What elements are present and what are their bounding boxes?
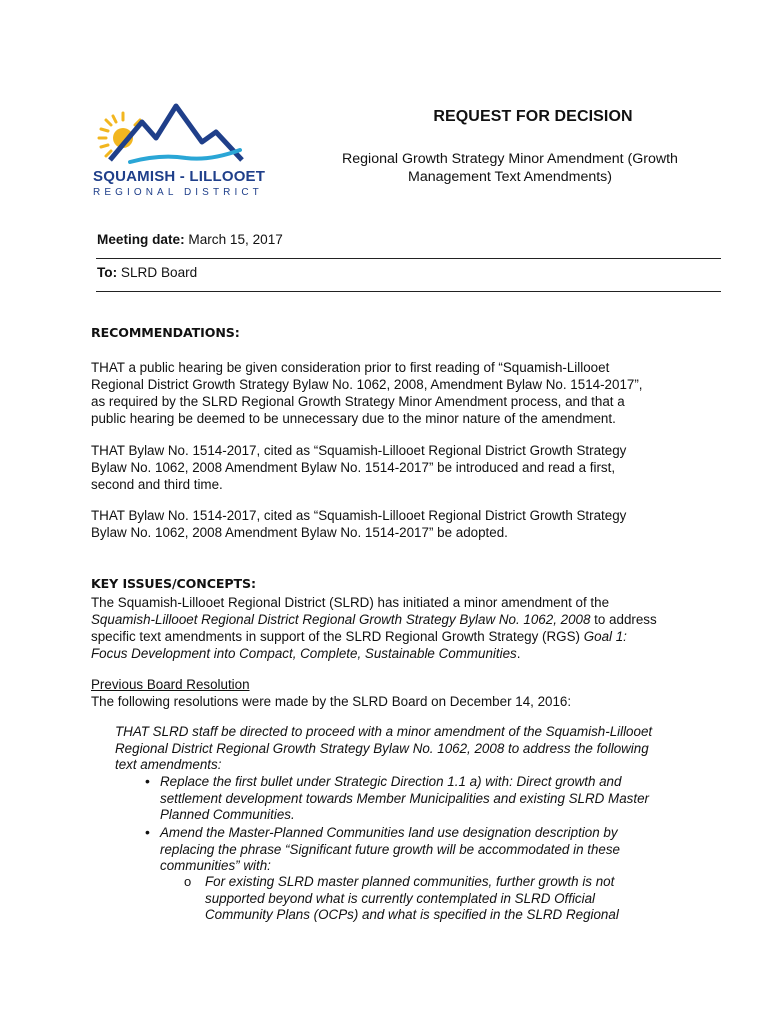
- meeting-date-label: Meeting date:: [97, 232, 185, 247]
- text-line: [91, 628, 691, 645]
- previous-resolution-intro: The following resolutions were made by the SLRD Board on December 14, 2016:: [91, 694, 572, 709]
- text-line: THAT Bylaw No. 1514-2017, cited as “Squamish-Lillooet Regional District Growth Strategy: [91, 508, 627, 523]
- recommendations-heading: RECOMMENDATIONS:: [91, 325, 240, 340]
- resolution-bullet: [160, 825, 660, 875]
- text-line: text amendments:: [115, 757, 222, 773]
- recipient-value: SLRD Board: [120, 265, 198, 280]
- mountains-icon: [110, 106, 242, 162]
- divider: [96, 291, 721, 292]
- text-span: .: [516, 646, 521, 661]
- text-line: supported beyond what is currently contemplated in SLRD Official: [205, 890, 596, 906]
- bylaw-title: Squamish-Lillooet Regional District Regional Growth Strategy Bylaw No. 1062, 2008: [91, 612, 591, 627]
- subtitle-line: Regional Growth Strategy Minor Amendment (Growth: [342, 151, 678, 167]
- resolution-bullet: [160, 774, 660, 824]
- recommendation-paragraph: [91, 442, 691, 493]
- meeting-date: [97, 232, 283, 247]
- text-line: second and third time.: [91, 477, 223, 492]
- key-issues-heading: KEY ISSUES/CONCEPTS:: [91, 576, 256, 591]
- text-line: Bylaw No. 1062, 2008 Amendment Bylaw No. 1514-2017” be introduced and read a first,: [91, 460, 616, 475]
- goal-title: Focus Development into Compact, Complete, Sustainable Communities: [91, 646, 517, 661]
- bullet-icon: •: [145, 773, 150, 789]
- text-line: THAT SLRD staff be directed to proceed with a minor amendment of the Squamish-Lillooet: [115, 724, 653, 739]
- text-line: Bylaw No. 1062, 2008 Amendment Bylaw No. 1514-2017” be adopted.: [91, 525, 508, 540]
- text-line: Regional District Growth Strategy Bylaw No. 1062, 2008, Amendment Bylaw No. 1514-2017”,: [91, 377, 643, 392]
- text-span: specific text amendments in support of the SLRD Regional Growth Strategy (RGS): [91, 629, 584, 644]
- text-line: communities” with:: [160, 858, 271, 874]
- bullet-icon: •: [145, 824, 150, 840]
- page-subtitle: [330, 150, 690, 186]
- subtitle-line: Management Text Amendments): [408, 169, 612, 185]
- text-line: THAT Bylaw No. 1514-2017, cited as “Squamish-Lillooet Regional District Growth Strategy: [91, 443, 627, 458]
- text-line: [91, 611, 691, 628]
- text-line: Amend the Master-Planned Communities land use designation description by: [160, 825, 618, 840]
- recipient-label: To:: [97, 265, 118, 280]
- goal-label: Goal 1:: [583, 629, 627, 644]
- text-line: [91, 645, 691, 662]
- text-line: Regional District Regional Growth Strategy Bylaw No. 1062, 2008 to address the following: [115, 740, 649, 756]
- text-line: public hearing be deemed to be unnecessary due to the minor nature of the amendment.: [91, 411, 616, 426]
- key-issues-paragraph: [91, 594, 691, 662]
- text-line: replacing the phrase “Significant future growth will be accommodated in these: [160, 841, 620, 857]
- text-line: Community Plans (OCPs) and what is specified in the SLRD Regional: [205, 907, 619, 923]
- sub-bullet-icon: o: [184, 874, 192, 889]
- text-line: Replace the first bullet under Strategic Direction 1.1 a) with: Direct growth and: [160, 774, 622, 789]
- resolution-quote: [115, 724, 675, 774]
- text-line: Planned Communities.: [160, 807, 295, 823]
- page-title: REQUEST FOR DECISION: [433, 108, 633, 125]
- meeting-date-value: March 15, 2017: [188, 232, 283, 247]
- recipient: [97, 265, 197, 280]
- recommendation-paragraph: [91, 507, 691, 541]
- resolution-sub-bullet: [205, 874, 635, 924]
- divider: [96, 258, 721, 259]
- recommendation-paragraph: [91, 359, 691, 427]
- text-line: settlement development towards Member Municipalities and existing SLRD Master: [160, 790, 649, 806]
- logo-subname: REGIONAL DISTRICT: [93, 187, 263, 198]
- text-span: to address: [590, 612, 657, 627]
- logo-name: SQUAMISH - LILLOOET: [93, 168, 266, 185]
- previous-resolution-section: [91, 676, 691, 710]
- previous-resolution-heading: Previous Board Resolution: [91, 677, 250, 692]
- text-line: THAT a public hearing be given consideration prior to first reading of “Squamish-Lillooet: [91, 360, 610, 375]
- text-line: as required by the SLRD Regional Growth Strategy Minor Amendment process, and that a: [91, 394, 625, 409]
- text-line: The Squamish-Lillooet Regional District (SLRD) has initiated a minor amendment of the: [91, 595, 610, 610]
- text-line: For existing SLRD master planned communities, further growth is not: [205, 874, 615, 889]
